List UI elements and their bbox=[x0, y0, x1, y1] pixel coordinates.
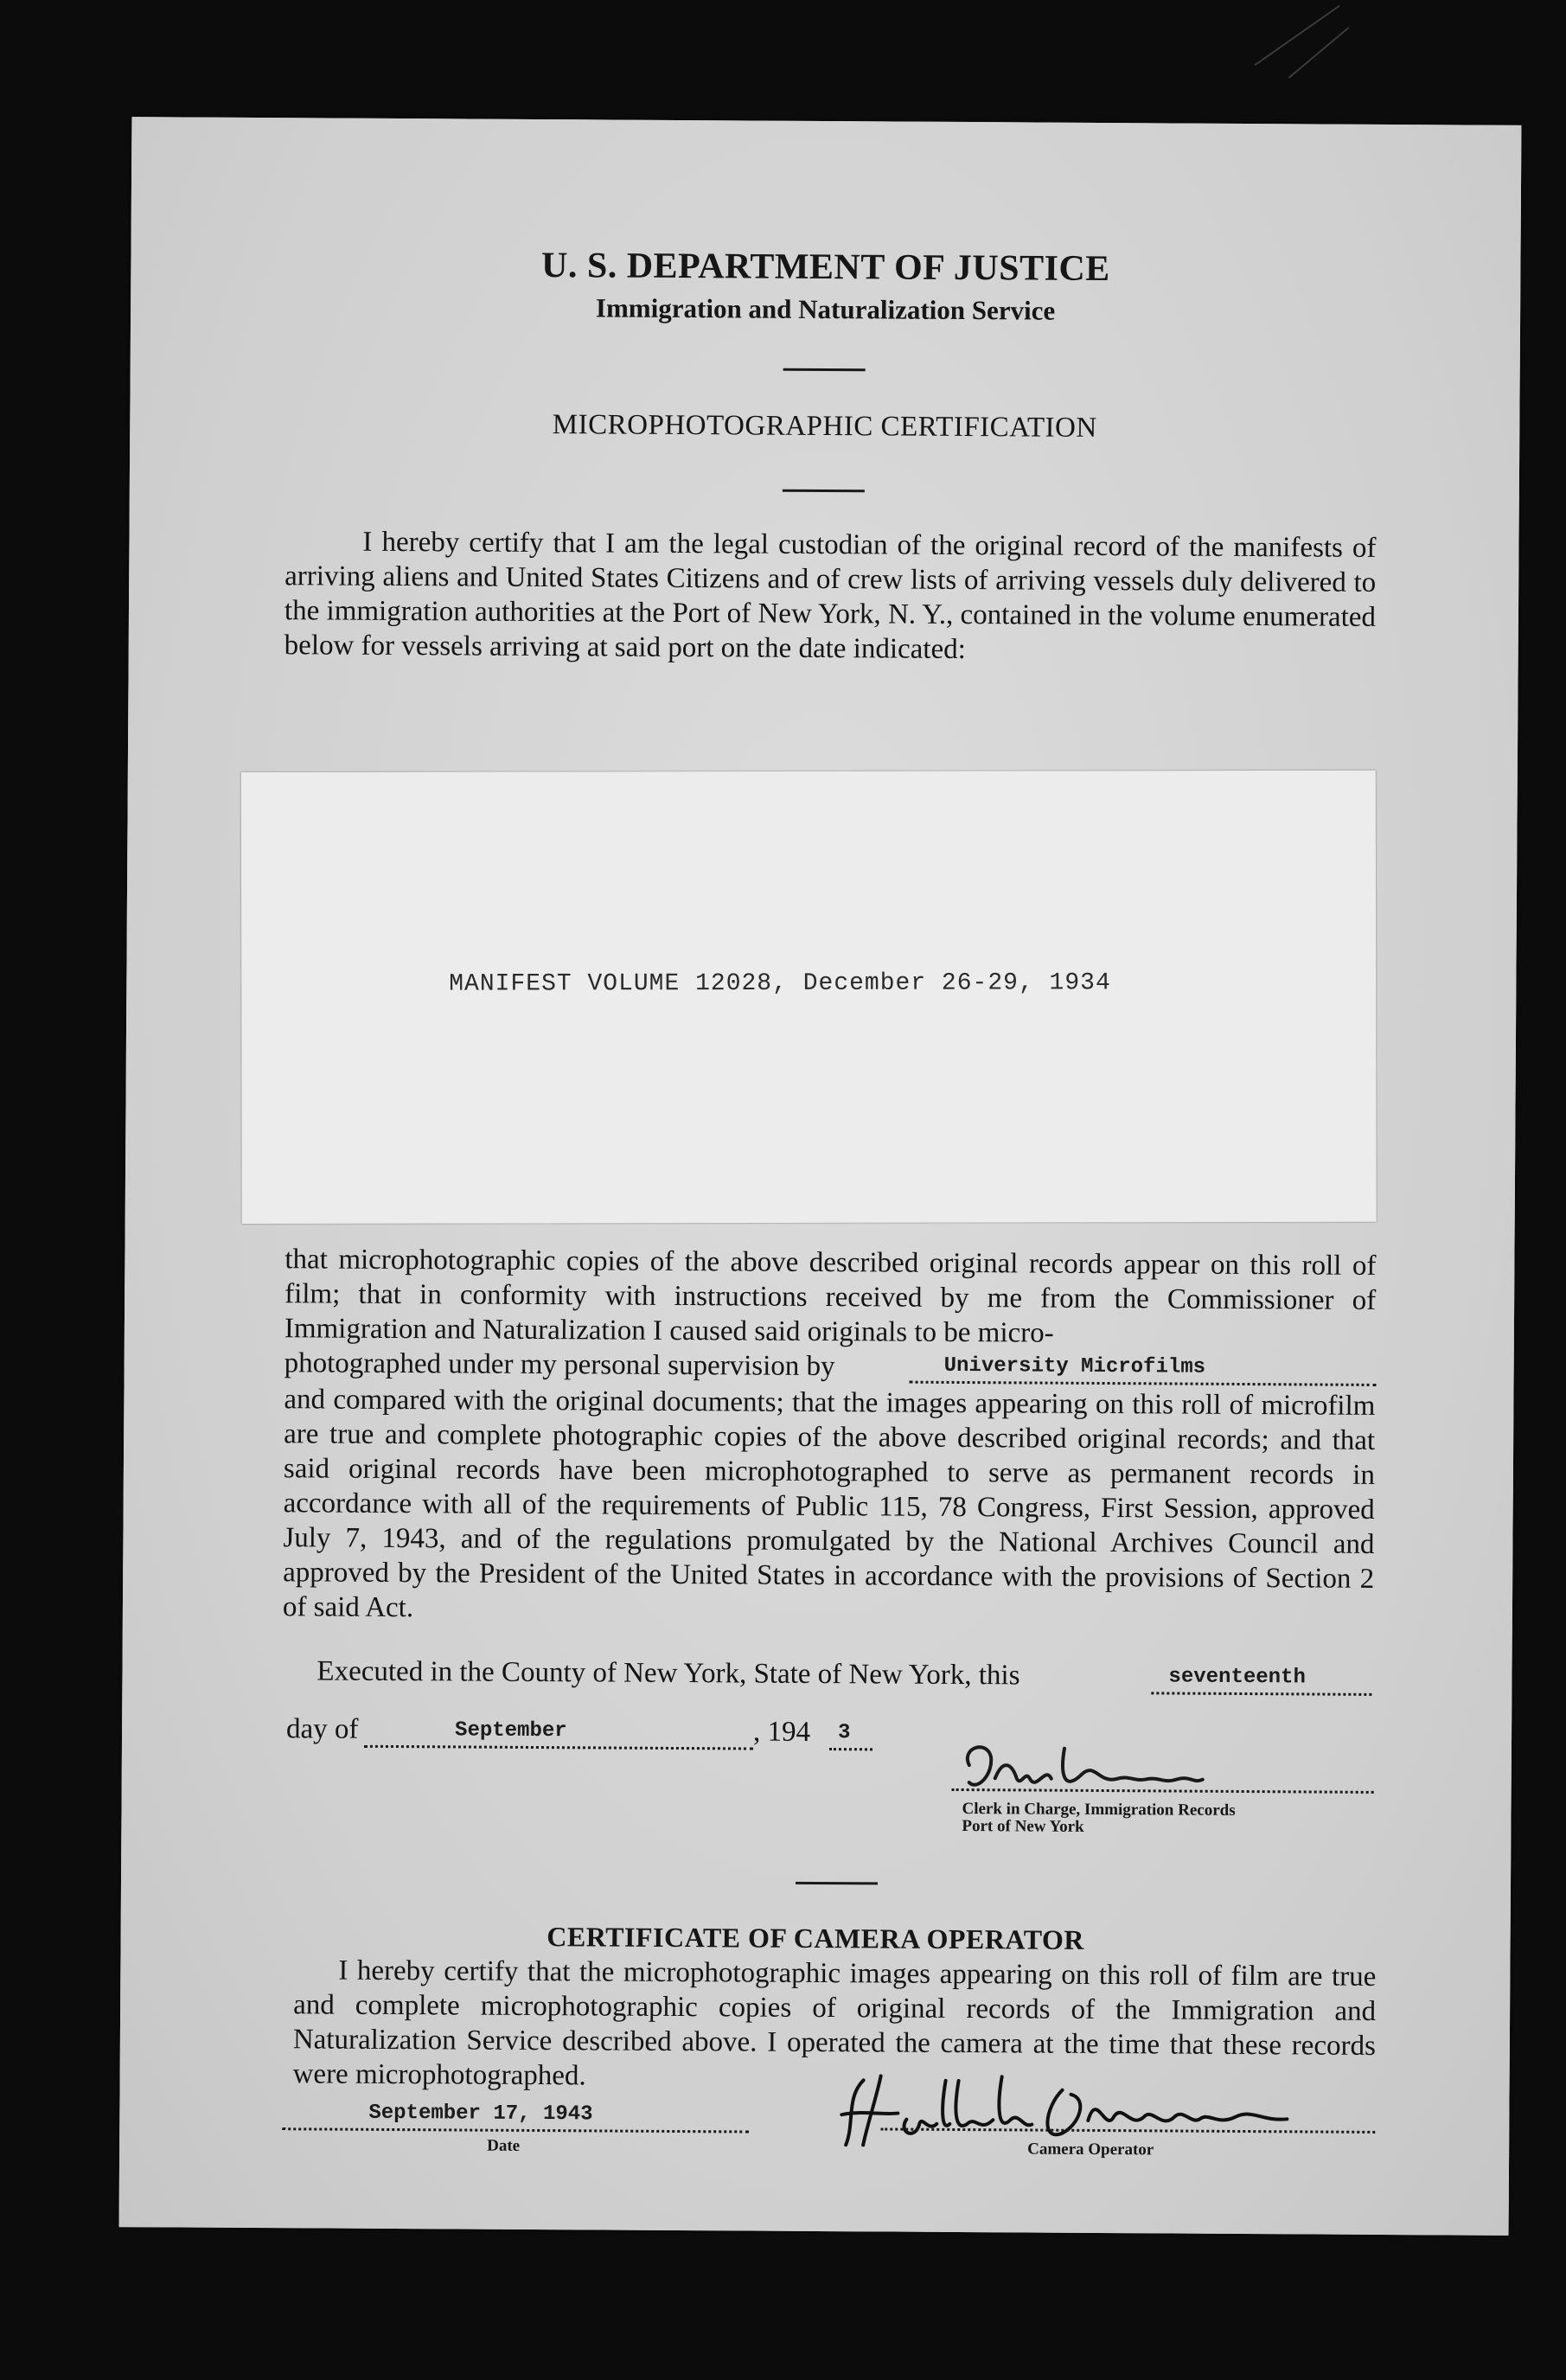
date-label: Date bbox=[487, 2136, 521, 2155]
camera-operator-label: Camera Operator bbox=[1027, 2140, 1154, 2159]
photographed-by-dotted-line bbox=[910, 1353, 1377, 1386]
executed-label: Executed in the County of New York, State of New York, this bbox=[316, 1655, 1020, 1692]
department-title: U. S. DEPARTMENT OF JUSTICE bbox=[540, 246, 1110, 290]
year-prefix: , 194 bbox=[752, 1716, 811, 1748]
volume-slip-text: MANIFEST VOLUME 12028, December 26-29, 1934 bbox=[449, 969, 1111, 998]
certification-title: MICROPHOTOGRAPHIC CERTIFICATION bbox=[552, 409, 1097, 444]
divider bbox=[796, 1882, 878, 1885]
body-paragraph-rest: and compared with the original documents; that the images appearing on this roll of microfilm are true and complete photographic copies of the above described original records; and that said original records have been microphotographed to serve as permanent records in accordance with all of the requirements of Public 115, 78 Congress, First Session, approved July 7, 1943, and of the regulations promulgated by the National Archives Council and approved by the President of the United States in accordance with the provisions of Section 2 of said Act. bbox=[282, 1384, 1376, 1624]
clerk-title-line1: Clerk in Charge, Immigration Records bbox=[962, 1800, 1236, 1820]
clerk-signature bbox=[943, 1731, 1256, 1810]
executed-day-line bbox=[1151, 1665, 1371, 1696]
volume-slip bbox=[241, 771, 1377, 1224]
intro-paragraph: I hereby certify that I am the legal custodian of the original record of the manifests of arriving aliens and United States Citizens and of crew lists of arriving vessels duly delivered to the immigration authorities at the Port of New York, N. Y., contained in the volume enumerated below for vessels arriving at said port on the date indicated: bbox=[284, 526, 1377, 666]
year-digit: 3 bbox=[837, 1721, 851, 1745]
photographed-by-value: University Microfilms bbox=[943, 1353, 1206, 1379]
executed-day-value: seventeenth bbox=[1168, 1665, 1306, 1690]
service-subtitle: Immigration and Naturalization Service bbox=[595, 292, 1056, 326]
film-scratch bbox=[1254, 5, 1339, 66]
divider bbox=[783, 489, 865, 493]
document-page bbox=[119, 117, 1522, 2236]
divider bbox=[783, 368, 866, 372]
date-value: September 17, 1943 bbox=[368, 2101, 593, 2127]
photographed-by-label: photographed under my personal supervision by bbox=[284, 1347, 835, 1383]
camera-certificate-title: CERTIFICATE OF CAMERA OPERATOR bbox=[547, 1921, 1085, 1955]
body-paragraph-start: that microphotographic copies of the above described original records appear on this roll of film; that in conformity with instructions received by me from the Commissioner of Immigration and Naturalization I caused said originals to be micro- bbox=[284, 1244, 1377, 1349]
clerk-title-line2: Port of New York bbox=[962, 1817, 1084, 1836]
year-line bbox=[829, 1721, 872, 1750]
camera-certificate-text: I hereby certify that the microphotographic images appearing on this roll of film are true and complete microphotographic copies of original records of the Immigration and Naturalization Service described above. I operated the camera at the time that these records were microphotographed. bbox=[292, 1955, 1377, 2092]
date-line bbox=[282, 2101, 749, 2133]
month-value: September bbox=[454, 1718, 567, 1743]
month-line bbox=[364, 1718, 753, 1750]
day-of-label: day of bbox=[285, 1713, 359, 1745]
